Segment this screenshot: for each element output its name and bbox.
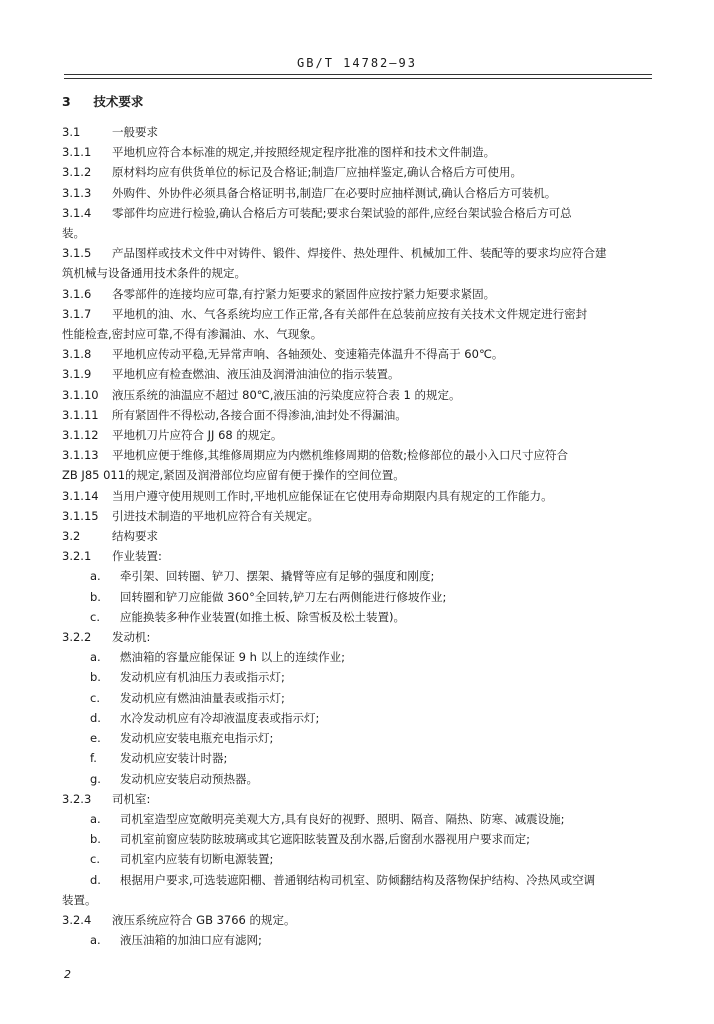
clause — [62, 526, 660, 546]
section-number: 3 — [62, 94, 71, 109]
list-item — [62, 870, 660, 890]
list-item — [62, 607, 660, 627]
list-item-letter: a. — [90, 650, 101, 665]
clause-text: 水冷发动机应有冷却液温度表或指示灯; — [120, 710, 320, 725]
clause-number: 3.1.1 — [62, 145, 92, 160]
clause-text: 原材料均应有供货单位的标记及合格证;制造厂应抽样鉴定,确认合格后方可使用。 — [112, 165, 523, 180]
clause-text: 应能换装多种作业装置(如推土板、除雪板及松土装置)。 — [120, 609, 405, 624]
clause-number: 3.1.10 — [62, 387, 99, 402]
list-item — [62, 647, 660, 667]
clause-text: 平地机应符合本标准的规定,并按照经规定程序批准的图样和技术文件制造。 — [112, 145, 496, 160]
clause-text: 发动机应安装电瓶充电指示灯; — [120, 731, 274, 746]
list-item-letter: c. — [90, 852, 100, 867]
list-item-letter: a. — [90, 569, 101, 584]
clause-text: 平地机应传动平稳,无异常声响、各轴颈处、变速箱壳体温升不得高于 60℃。 — [112, 347, 504, 362]
clause-text: 司机室: — [112, 791, 151, 806]
document-body — [62, 92, 660, 950]
clause — [62, 284, 660, 304]
clause-number: 3.2.2 — [62, 630, 92, 645]
clause — [62, 546, 660, 566]
list-item-letter: c. — [90, 690, 100, 705]
header-rule — [64, 74, 652, 75]
list-item-letter: c. — [90, 609, 100, 624]
list-item — [62, 688, 660, 708]
clause-text: 液压系统的油温应不超过 80℃,液压油的污染度应符合表 1 的规定。 — [112, 387, 461, 402]
clause-text: 平地机的油、水、气各系统均应工作正常,各有关部件在总装前应按有关技术文件规定进行密封 — [112, 306, 588, 321]
clause — [62, 506, 660, 526]
clause-number: 3.1.15 — [62, 508, 99, 523]
list-item-letter: e. — [90, 731, 101, 746]
clause-text: 平地机应便于维修,其维修周期应为内燃机维修周期的倍数;检修部位的最小入口尺寸应符合 — [112, 448, 569, 463]
clause-number: 3.1.13 — [62, 448, 99, 463]
clause-text: 发动机应安装计时器; — [120, 751, 228, 766]
clause-number: 3.1.9 — [62, 367, 92, 382]
clause-text: 一般要求 — [112, 125, 158, 139]
clause — [62, 142, 660, 162]
clause — [62, 203, 660, 223]
clause-number: 3.2.3 — [62, 791, 92, 806]
clause — [62, 304, 660, 324]
clause — [62, 183, 660, 203]
list-item — [62, 728, 660, 748]
clause-text: 燃油箱的容量应能保证 9 h 以上的连续作业; — [120, 650, 345, 665]
list-item-letter: g. — [90, 771, 101, 786]
clause-number: 3.1.14 — [62, 488, 99, 503]
clause-continuation: 性能检查,密封应可靠,不得有渗漏油、水、气现象。 — [62, 327, 323, 342]
clause-number: 3.1.5 — [62, 246, 92, 261]
list-item — [62, 587, 660, 607]
clause-number: 3.1 — [62, 125, 81, 139]
clause — [62, 162, 660, 182]
clause-continuation: ZB J85 011的规定,紧固及润滑部位均应留有便于操作的空间位置。 — [62, 468, 405, 483]
clause — [62, 385, 660, 405]
section-title: 技术要求 — [93, 94, 144, 109]
clause-text: 作业装置: — [112, 549, 162, 564]
clause-text: 发动机应有机油压力表或指示灯; — [120, 670, 285, 685]
list-item — [62, 769, 660, 789]
list-item-letter: f. — [90, 751, 97, 766]
list-item — [62, 809, 660, 829]
clause-text: 当用户遵守使用规则工作时,平地机应能保证在它使用寿命期限内具有规定的工作能力。 — [112, 488, 553, 503]
list-item — [62, 849, 660, 869]
clause-text: 根据用户要求,可选装遮阳棚、普通钢结构司机室、防倾翻结构及落物保护结构、冷热风或空调 — [120, 872, 596, 887]
clause-number: 3.1.8 — [62, 347, 92, 362]
clause — [62, 910, 660, 930]
clause — [62, 243, 660, 263]
clause-text: 牵引架、回转圈、铲刀、摆架、撬臂等应有足够的强度和刚度; — [120, 569, 435, 584]
list-item-letter: a. — [90, 933, 101, 948]
clause-text: 司机室内应装有切断电源装置; — [120, 852, 274, 867]
section-heading — [62, 92, 660, 110]
clause-number: 3.2 — [62, 529, 81, 544]
page-number: 2 — [64, 968, 71, 981]
clause-text: 所有紧固件不得松动,各接合面不得渗油,油封处不得漏油。 — [112, 407, 407, 422]
clause-text: 各零部件的连接均应可靠,有拧紧力矩要求的紧固件应按拧紧力矩要求紧固。 — [112, 286, 496, 301]
clause-continuation: 筑机械与设备通用技术条件的规定。 — [62, 266, 246, 281]
list-item-letter: d. — [90, 710, 101, 725]
clause-text: 回转圈和铲刀应能做 360°全回转,铲刀左右两侧能进行修坡作业; — [120, 589, 447, 604]
list-item — [62, 748, 660, 768]
list-item — [62, 829, 660, 849]
clause-continuation: 装置。 — [62, 892, 97, 907]
list-item-letter: a. — [90, 811, 101, 826]
clause-text: 零部件均应进行检验,确认合格后方可装配;要求台架试验的部件,应经台架试验合格后方可总 — [112, 205, 572, 220]
list-item — [62, 667, 660, 687]
clause-text: 产品图样或技术文件中对铸件、锻件、焊接件、热处理件、机械加工件、装配等的要求均应符合建 — [112, 246, 607, 261]
clause — [62, 122, 660, 142]
clause-number: 3.1.12 — [62, 428, 99, 443]
clause-list — [62, 122, 660, 950]
header-rule — [64, 78, 652, 79]
list-item-letter: b. — [90, 589, 101, 604]
list-item — [62, 930, 660, 950]
clause-number: 3.1.3 — [62, 185, 92, 200]
clause-number: 3.1.7 — [62, 306, 92, 321]
clause-text: 发动机: — [112, 630, 151, 645]
clause-text: 结构要求 — [112, 529, 158, 544]
clause-continuation: 装。 — [62, 226, 85, 241]
clause-text: 引进技术制造的平地机应符合有关规定。 — [112, 508, 319, 523]
clause — [62, 445, 660, 465]
list-item — [62, 708, 660, 728]
list-item-letter: b. — [90, 832, 101, 847]
clause — [62, 364, 660, 384]
clause-number: 3.2.1 — [62, 549, 92, 564]
clause-text: 平地机刀片应符合 JJ 68 的规定。 — [112, 428, 283, 443]
list-item-letter: d. — [90, 872, 101, 887]
clause-text: 发动机应有燃油油量表或指示灯; — [120, 690, 285, 705]
clause-number: 3.2.4 — [62, 912, 92, 927]
list-item-letter: b. — [90, 670, 101, 685]
clause-number: 3.1.11 — [62, 407, 99, 422]
clause-number: 3.1.2 — [62, 165, 92, 180]
clause — [62, 789, 660, 809]
clause-text: 液压系统应符合 GB 3766 的规定。 — [112, 912, 296, 927]
standard-header: GB/T 14782—93 — [297, 56, 417, 70]
clause — [62, 627, 660, 647]
clause-number: 3.1.4 — [62, 205, 92, 220]
clause — [62, 425, 660, 445]
clause-number: 3.1.6 — [62, 286, 92, 301]
clause-text: 平地机应有检查燃油、液压油及润滑油油位的指示装置。 — [112, 367, 400, 382]
clause-text: 司机室前窗应装防眩玻璃或其它遮阳眩装置及刮水器,后窗刮水器视用户要求而定; — [120, 832, 531, 847]
clause-text: 液压油箱的加油口应有滤网; — [120, 933, 262, 948]
clause-text: 外购件、外协件必须具备合格证明书,制造厂在必要时应抽样测试,确认合格后方可装机。 — [112, 185, 557, 200]
clause — [62, 405, 660, 425]
clause — [62, 486, 660, 506]
clause — [62, 344, 660, 364]
clause-text: 发动机应安装启动预热器。 — [120, 771, 258, 786]
list-item — [62, 566, 660, 586]
clause-text: 司机室造型应宽敞明亮美观大方,具有良好的视野、照明、隔音、隔热、防寒、减震设施; — [120, 811, 565, 826]
